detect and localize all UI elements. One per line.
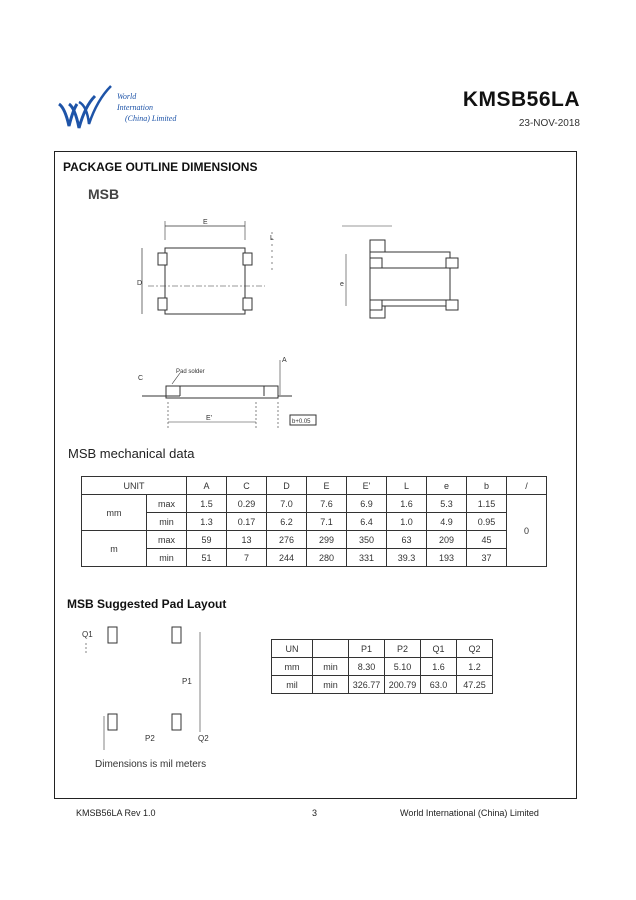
table-cell: UNIT: [82, 477, 187, 495]
table-cell: 59: [187, 531, 227, 549]
pad-layout-title: MSB Suggested Pad Layout: [67, 597, 227, 611]
logo-mark-icon: [55, 82, 115, 137]
table-cell: 6.2: [267, 513, 307, 531]
table-cell: max: [147, 531, 187, 549]
dim-b-label: b+0.05: [292, 419, 311, 425]
table-cell: C: [227, 477, 267, 495]
table-row: [272, 640, 493, 658]
end-view-drawing: [340, 226, 458, 318]
footer-page-number: 3: [312, 808, 318, 818]
dim-a-label: A: [282, 357, 287, 364]
table-cell: 280: [307, 549, 347, 567]
package-label: MSB: [88, 186, 120, 202]
mechanical-data-title: MSB mechanical data: [68, 446, 195, 461]
company-logo: [55, 82, 205, 137]
dim-l-label: L: [270, 235, 274, 242]
dimensions-note: Dimensions is mil meters: [95, 759, 207, 770]
table-cell: 39.3: [387, 549, 427, 567]
table-cell: 1.3: [187, 513, 227, 531]
table-cell: 4.9: [427, 513, 467, 531]
table-cell: min: [313, 676, 349, 694]
table-cell: P1: [349, 640, 385, 658]
table-cell: L: [387, 477, 427, 495]
table-cell: D: [267, 477, 307, 495]
table-cell: 0: [507, 495, 547, 567]
dim-e-label: E: [203, 219, 208, 226]
table-cell: 1.2: [457, 658, 493, 676]
table-cell: 37: [467, 549, 507, 567]
table-cell: 47.25: [457, 676, 493, 694]
table-cell: 200.79: [385, 676, 421, 694]
company-name-line-1: World: [117, 92, 137, 101]
table-cell: mm: [82, 495, 147, 531]
package-outline-drawing: [120, 210, 460, 440]
table-row: [82, 549, 547, 567]
dim-d-label: D: [137, 280, 143, 287]
table-cell: 193: [427, 549, 467, 567]
table-cell: Q1: [421, 640, 457, 658]
table-row: [272, 658, 493, 676]
pad-p1-label: P1: [182, 677, 192, 686]
table-cell: 244: [267, 549, 307, 567]
table-cell: 1.5: [187, 495, 227, 513]
table-cell: 1.6: [421, 658, 457, 676]
table-cell: min: [313, 658, 349, 676]
footer-company: World International (China) Limited: [400, 808, 539, 818]
pad-solder-label: Pad solder: [176, 369, 205, 375]
table-cell: 276: [267, 531, 307, 549]
company-name-line-2: Internation: [117, 103, 153, 112]
table-cell: 5.10: [385, 658, 421, 676]
table-cell: 7.1: [307, 513, 347, 531]
pad-p2-label: P2: [145, 734, 155, 743]
table-cell: 8.30: [349, 658, 385, 676]
table-cell: 326.77: [349, 676, 385, 694]
table-cell: E: [307, 477, 347, 495]
table-cell: 1.15: [467, 495, 507, 513]
document-date: 23-NOV-2018: [518, 118, 580, 129]
table-cell: m: [82, 531, 147, 567]
top-view-drawing: [137, 219, 274, 314]
table-cell: [313, 640, 349, 658]
table-cell: mm: [272, 658, 313, 676]
document-title: KMSB56LA: [462, 88, 580, 111]
pad-layout-drawing: [78, 620, 228, 750]
table-cell: 6.4: [347, 513, 387, 531]
table-row: [82, 495, 547, 513]
section-title: PACKAGE OUTLINE DIMENSIONS: [63, 160, 258, 174]
pad-q1-label: Q1: [82, 630, 93, 639]
table-cell: 0.95: [467, 513, 507, 531]
table-row: [82, 513, 547, 531]
table-cell: 63: [387, 531, 427, 549]
company-name-line-3: (China) Limited: [125, 114, 177, 123]
table-cell: max: [147, 495, 187, 513]
side-view-drawing: [138, 357, 316, 428]
table-cell: 209: [427, 531, 467, 549]
table-cell: 299: [307, 531, 347, 549]
table-cell: 6.9: [347, 495, 387, 513]
pad-layout-table: [271, 639, 493, 694]
table-cell: 350: [347, 531, 387, 549]
table-cell: UN: [272, 640, 313, 658]
table-cell: mil: [272, 676, 313, 694]
table-cell: 331: [347, 549, 387, 567]
table-cell: 1.6: [387, 495, 427, 513]
table-cell: 63.0: [421, 676, 457, 694]
table-cell: 0.17: [227, 513, 267, 531]
table-cell: min: [147, 549, 187, 567]
table-cell: 13: [227, 531, 267, 549]
table-cell: b: [467, 477, 507, 495]
dim-e1-label: E': [206, 415, 213, 422]
table-cell: 0.29: [227, 495, 267, 513]
table-cell: 45: [467, 531, 507, 549]
table-cell: 5.3: [427, 495, 467, 513]
table-cell: Q2: [457, 640, 493, 658]
table-cell: 1.0: [387, 513, 427, 531]
table-row: [82, 531, 547, 549]
table-row: [272, 676, 493, 694]
table-cell: /: [507, 477, 547, 495]
table-cell: E': [347, 477, 387, 495]
footer-doc-rev: KMSB56LA Rev 1.0: [76, 808, 156, 818]
table-cell: 7: [227, 549, 267, 567]
table-row: [82, 477, 547, 495]
mechanical-data-table: [81, 476, 547, 567]
table-cell: A: [187, 477, 227, 495]
dim-e-small-label: e: [340, 281, 344, 288]
table-cell: 7.0: [267, 495, 307, 513]
table-cell: P2: [385, 640, 421, 658]
table-cell: 51: [187, 549, 227, 567]
pad-q2-label: Q2: [198, 734, 209, 743]
table-cell: e: [427, 477, 467, 495]
dim-c-label: C: [138, 375, 144, 382]
table-cell: 7.6: [307, 495, 347, 513]
table-cell: min: [147, 513, 187, 531]
